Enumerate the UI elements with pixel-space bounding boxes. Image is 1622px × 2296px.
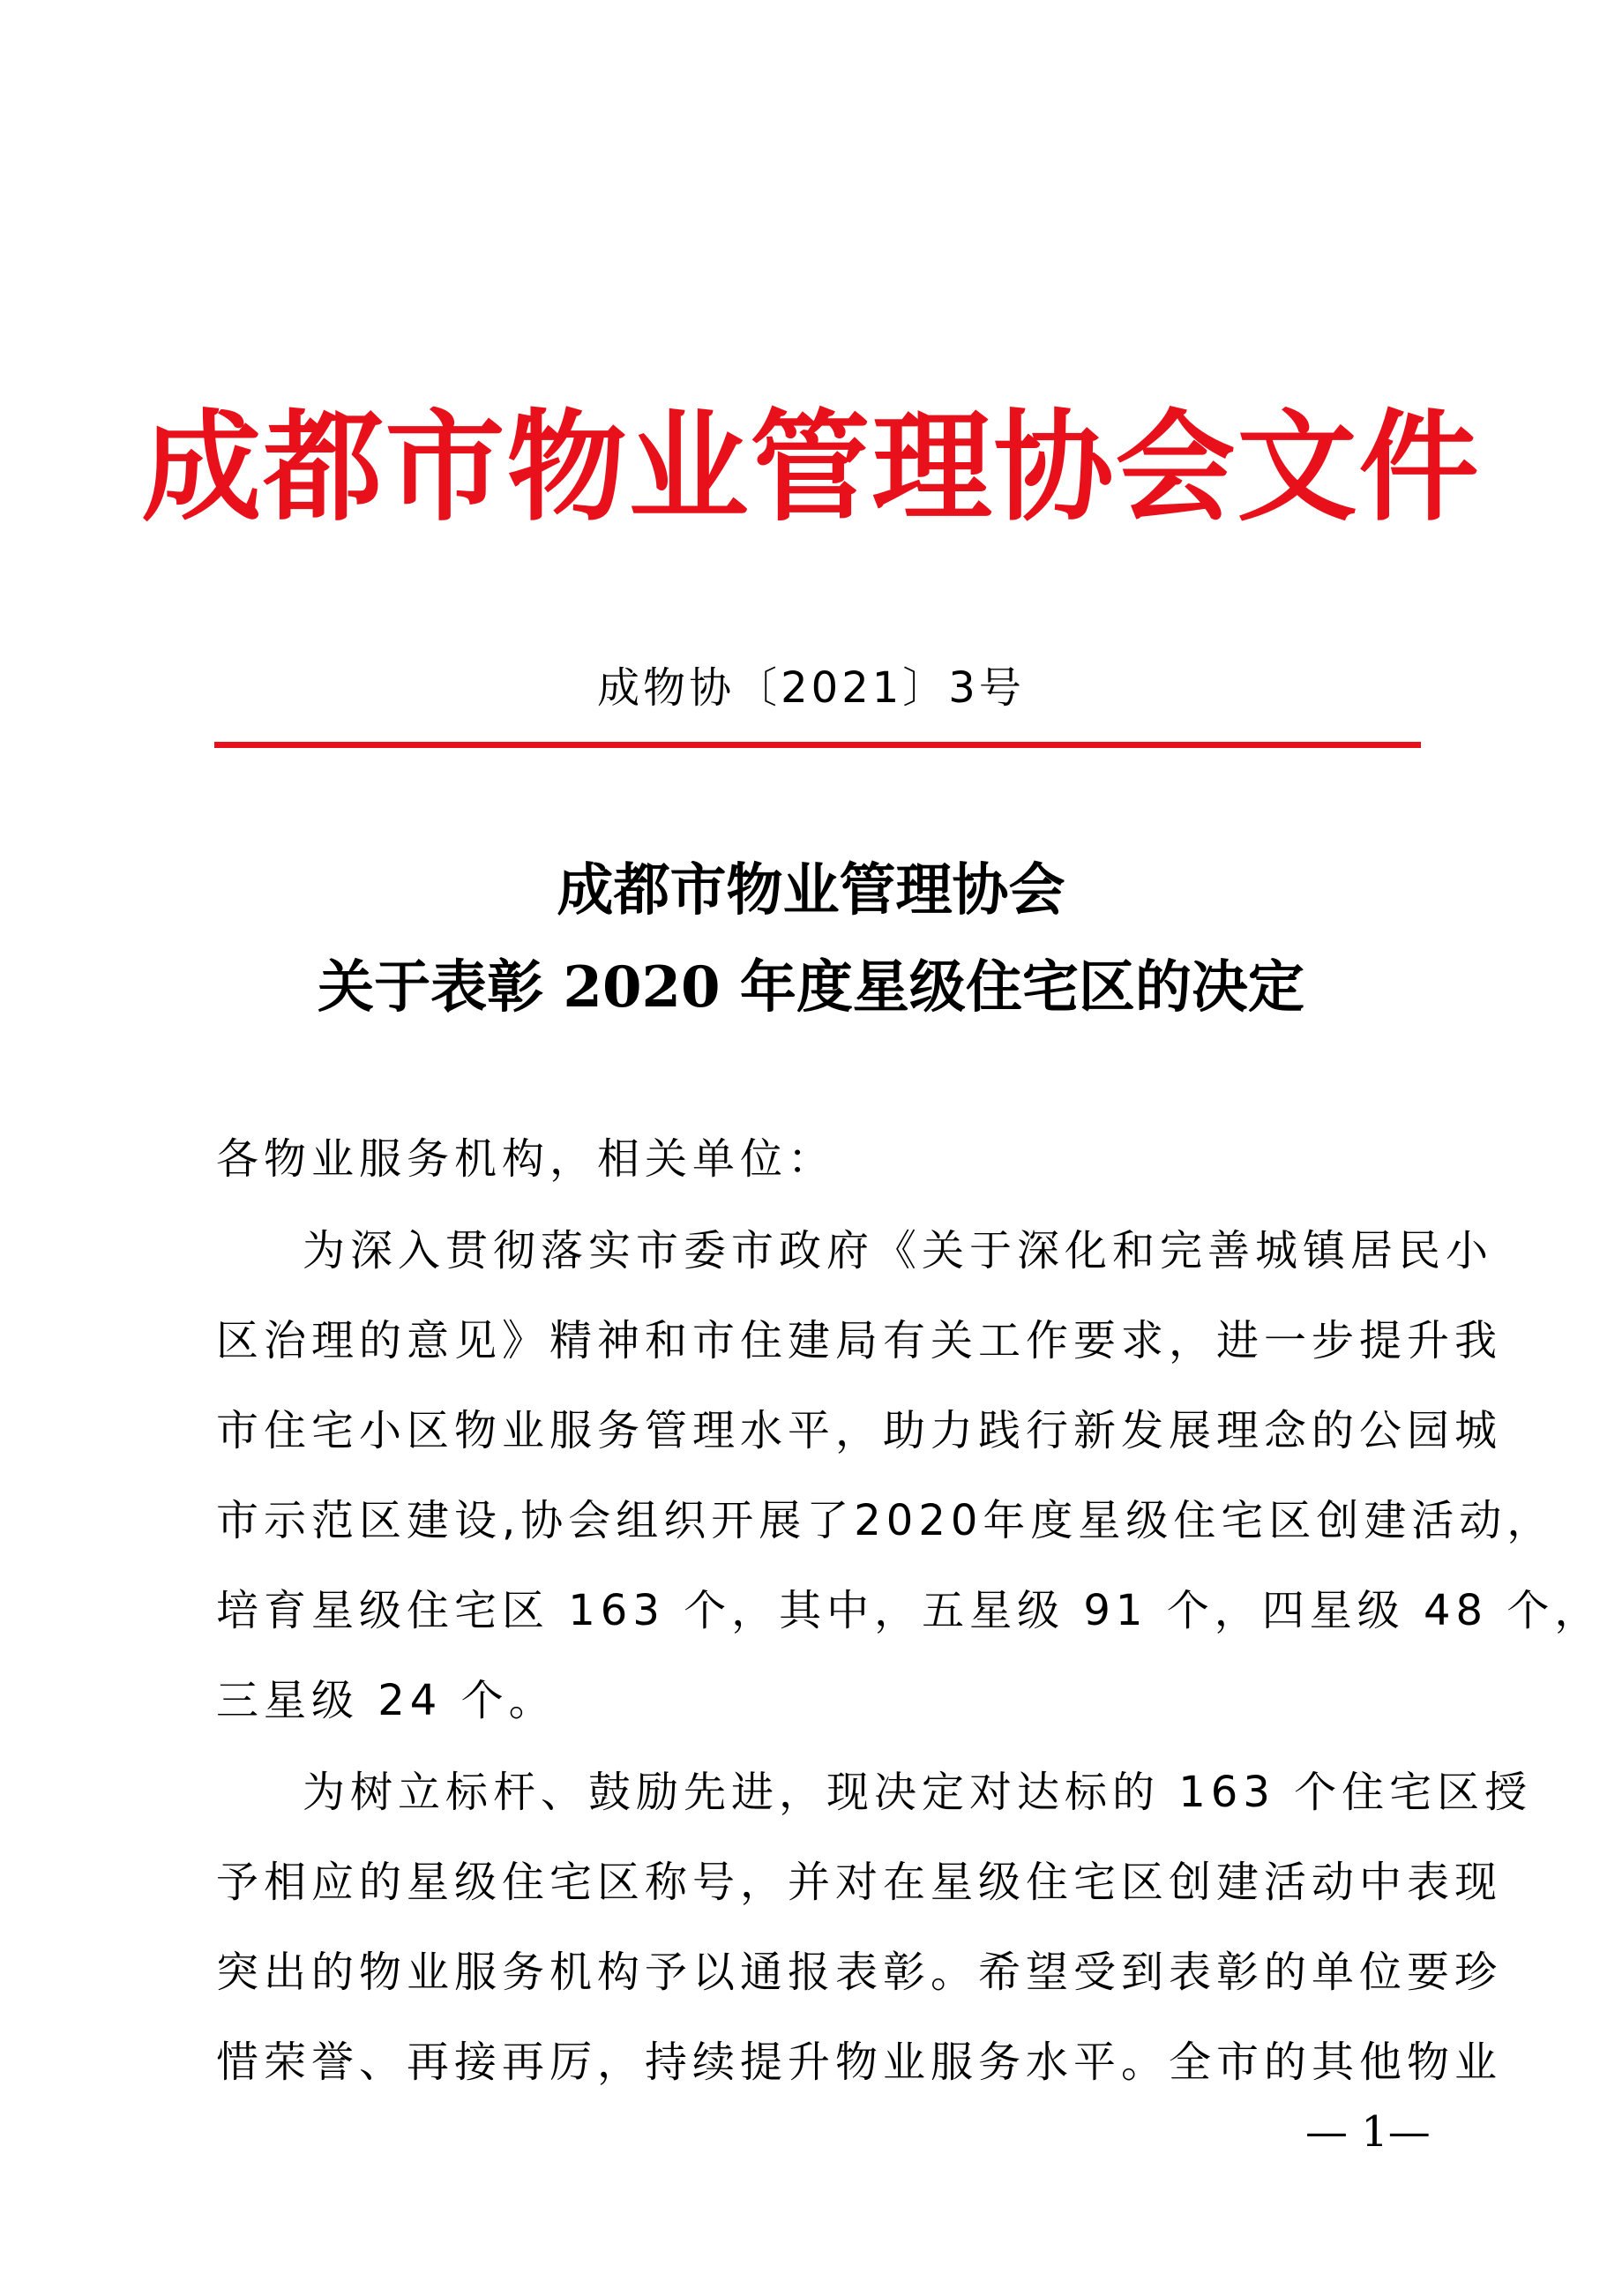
paragraph-1-line-5: 培育星级住宅区 163 个，其中，五星级 91 个，四星级 48 个， xyxy=(216,1586,1603,1635)
masthead-title: 成都市物业管理协会文件 xyxy=(141,397,1481,538)
paragraph-2-line-4: 惜荣誉、再接再厉，持续提升物业服务水平。全市的其他物业 xyxy=(216,2038,1503,2087)
paragraph-1-line-4: 市示范区建设,协会组织开展了2020年度星级住宅区创建活动， xyxy=(216,1496,1555,1545)
paragraph-2-line-1: 为树立标杆、鼓励先进，现决定对达标的 163 个住宅区授 xyxy=(303,1768,1533,1817)
document-number: 成物协〔2021〕3号 xyxy=(597,663,1025,713)
paragraph-2-line-2: 予相应的星级住宅区称号，并对在星级住宅区创建活动中表现 xyxy=(216,1858,1503,1907)
salutation: 各物业服务机构，相关单位： xyxy=(216,1134,836,1184)
page-number: — 1— xyxy=(1305,2107,1431,2157)
red-separator-rule xyxy=(214,742,1421,748)
paragraph-1-line-2: 区治理的意见》精神和市住建局有关工作要求，进一步提升我 xyxy=(216,1316,1503,1365)
document-title-line-2: 关于表彰 2020 年度星级住宅区的决定 xyxy=(318,954,1304,1021)
paragraph-1-line-3: 市住宅小区物业服务管理水平，助力践行新发展理念的公园城 xyxy=(216,1406,1503,1455)
document-title-line-1: 成都市物业管理协会 xyxy=(557,857,1065,924)
paragraph-2-line-3: 突出的物业服务机构予以通报表彰。希望受到表彰的单位要珍 xyxy=(216,1948,1503,1997)
paragraph-1-line-6: 三星级 24 个。 xyxy=(216,1676,557,1725)
paragraph-1-line-1: 为深入贯彻落实市委市政府《关于深化和完善城镇居民小 xyxy=(303,1226,1494,1275)
